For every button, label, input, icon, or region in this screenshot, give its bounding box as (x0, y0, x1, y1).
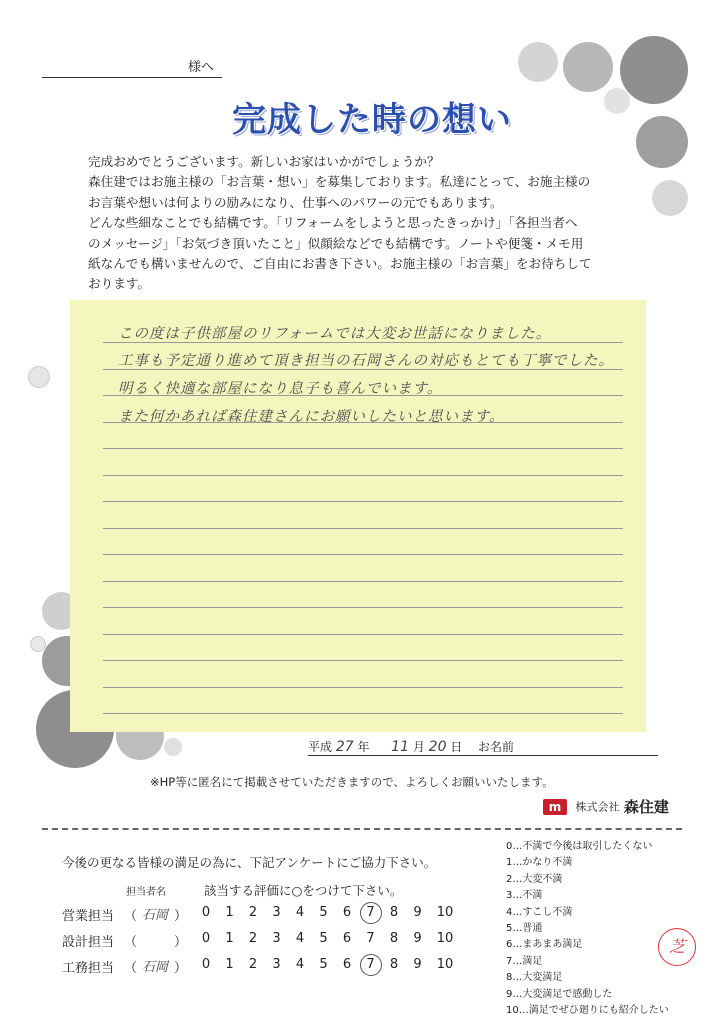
rating-option[interactable]: 1 (225, 957, 234, 972)
rating-legend (506, 839, 669, 1019)
person-name: 石岡 (142, 960, 169, 975)
person-in-charge-label: 担当者名 (126, 887, 166, 898)
survey-row (62, 931, 462, 951)
year-value: 27 (335, 739, 354, 755)
legend-item: 7…満足 (506, 955, 543, 967)
rating-option[interactable]: 5 (319, 905, 328, 920)
rating-option[interactable]: 4 (295, 905, 305, 920)
ruled-line (103, 554, 623, 555)
rating-option[interactable]: 3 (272, 957, 281, 972)
person-name: 石岡 (142, 908, 169, 923)
rating-option[interactable]: 0 (201, 931, 211, 946)
survey-instruction: 該当する評価に○をつけて下さい。 (204, 883, 403, 898)
addressee-suffix: 様へ (188, 60, 215, 75)
era-label: 平成 (308, 740, 333, 754)
rating-option[interactable]: 8 (389, 957, 399, 972)
legend-item: 6…まあまあ満足 (506, 939, 583, 951)
rating-option[interactable]: 2 (248, 905, 258, 920)
ruled-line (103, 475, 623, 476)
open-paren: （ (124, 961, 138, 976)
company-signature (543, 796, 669, 817)
rating-option[interactable]: 0 (201, 957, 211, 972)
legend-item: 4…すこし不満 (506, 906, 573, 918)
year-unit: 年 (357, 740, 370, 754)
day-value: 20 (428, 739, 447, 755)
company-logo-icon: m (543, 799, 567, 815)
rating-option[interactable]: 2 (248, 957, 258, 972)
ruled-line (103, 501, 623, 502)
rating-option[interactable]: 7 (366, 957, 375, 972)
ruled-line (103, 581, 623, 582)
close-paren: ） (174, 935, 188, 950)
ruled-line (103, 687, 623, 688)
intro-line: 紙なんでも構いませんので、ご自由にお書き下さい。お施主様の「お言葉」をお待ちして (88, 256, 592, 272)
rating-option[interactable]: 5 (319, 957, 328, 972)
ruled-line (103, 607, 623, 608)
survey-row (62, 957, 462, 977)
survey-row-label: 営業担当 (62, 909, 115, 924)
legend-item: 10…満足でぜひ廻りにも紹介したい (506, 1005, 669, 1017)
decor-circle (620, 36, 688, 104)
survey-row-label: 設計担当 (62, 935, 115, 950)
handwritten-line: この度は子供部屋のリフォームでは大変お世話になりました。 (118, 326, 552, 342)
rating-option[interactable]: 8 (389, 905, 399, 920)
decor-circle (518, 42, 558, 82)
decor-circle (28, 366, 50, 388)
rating-option[interactable]: 5 (319, 931, 328, 946)
close-paren: ） (174, 909, 188, 924)
rating-option[interactable]: 1 (225, 931, 234, 946)
ruled-line (103, 660, 623, 661)
ruled-line (103, 528, 623, 529)
selected-rating-circle (360, 902, 382, 924)
decor-circle (604, 88, 630, 114)
rating-option[interactable]: 1 (225, 905, 234, 920)
rating-option[interactable]: 10 (436, 905, 454, 920)
open-paren: （ (124, 935, 138, 950)
decor-circle (652, 180, 688, 216)
legend-item: 1…かなり不満 (506, 857, 573, 869)
ruled-line (103, 634, 623, 635)
date-underline (308, 755, 658, 756)
date-name-line (308, 738, 514, 755)
intro-line: お言葉や想いは何よりの励みになり、仕事へのパワーの元でもあります。 (88, 194, 503, 210)
selected-rating-circle (360, 954, 382, 976)
close-paren: ） (174, 961, 188, 976)
legend-item: 8…大変満足 (506, 972, 563, 984)
intro-line: どんな些細なことでも結構です。「リフォームをしようと思ったきっかけ」「各担当者へ (88, 215, 578, 231)
rating-option[interactable]: 8 (389, 931, 399, 946)
ruled-line (103, 713, 623, 714)
company-name: 森住建 (623, 798, 669, 816)
name-label: お名前 (478, 740, 515, 754)
intro-text (88, 152, 648, 295)
ruled-line (103, 448, 623, 449)
confirmation-stamp: 芝 (658, 928, 696, 966)
company-prefix: 株式会社 (575, 800, 620, 814)
legend-item: 9…大変満足で感動した (506, 988, 613, 1000)
rating-option[interactable]: 0 (201, 905, 211, 920)
rating-option[interactable]: 9 (413, 905, 422, 920)
rating-option[interactable]: 3 (272, 905, 281, 920)
open-paren: （ (124, 909, 138, 924)
rating-option[interactable]: 10 (436, 931, 454, 946)
anonymity-notice: ※HP等に匿名にて掲載させていただきますので、よろしくお願いいたします。 (150, 775, 554, 789)
intro-line: のメッセージ」「お気づき頂いたこと」似顔絵などでも結構です。ノートや便箋・メモ用 (88, 235, 584, 251)
handwritten-line: また何かあれば森住建さんにお願いしたいと思います。 (118, 409, 505, 425)
page-title: 完成した時の想い (232, 100, 512, 140)
addressee-line (42, 56, 222, 78)
rating-option[interactable]: 6 (342, 931, 352, 946)
rating-option[interactable]: 9 (413, 957, 422, 972)
rating-option[interactable]: 7 (366, 905, 375, 920)
day-unit: 日 (450, 740, 463, 754)
legend-item: 3…不満 (506, 890, 543, 902)
decor-circle (563, 42, 613, 92)
rating-option[interactable]: 7 (366, 931, 375, 946)
legend-item: 2…大変不満 (506, 873, 563, 885)
month-value: 11 (391, 739, 409, 755)
survey-row (62, 905, 462, 925)
intro-line: 森住建ではお施主様の「お言葉・想い」を募集しております。私達にとって、お施主様の (88, 174, 591, 190)
rating-option[interactable]: 3 (272, 931, 281, 946)
decor-circle (164, 738, 182, 756)
legend-item: 5…普通 (506, 923, 543, 935)
survey-heading: 今後の更なる皆様の満足の為に、下記アンケートにご協力下さい。 (62, 855, 437, 870)
handwritten-line: 明るく快適な部屋になり息子も喜んでいます。 (118, 381, 443, 397)
rating-option[interactable]: 4 (295, 957, 305, 972)
legend-item: 0…不満で今後は取引したくない (506, 841, 653, 852)
addressee-underline (42, 77, 222, 78)
intro-line: おります。 (88, 276, 150, 292)
rating-option[interactable]: 6 (342, 957, 352, 972)
intro-line: 完成おめでとうございます。新しいお家はいかがでしょうか？ (88, 154, 440, 169)
month-unit: 月 (412, 740, 425, 754)
rating-option[interactable]: 2 (248, 931, 258, 946)
rating-option[interactable]: 6 (342, 905, 352, 920)
rating-option[interactable]: 4 (295, 931, 305, 946)
cut-line-divider (42, 828, 682, 830)
rating-option[interactable]: 9 (413, 931, 422, 946)
handwritten-line: 工事も予定通り進めて頂き担当の石岡さんの対応もとても丁寧でした。 (118, 353, 614, 369)
survey-row-label: 工務担当 (62, 961, 115, 976)
rating-option[interactable]: 10 (436, 957, 454, 972)
